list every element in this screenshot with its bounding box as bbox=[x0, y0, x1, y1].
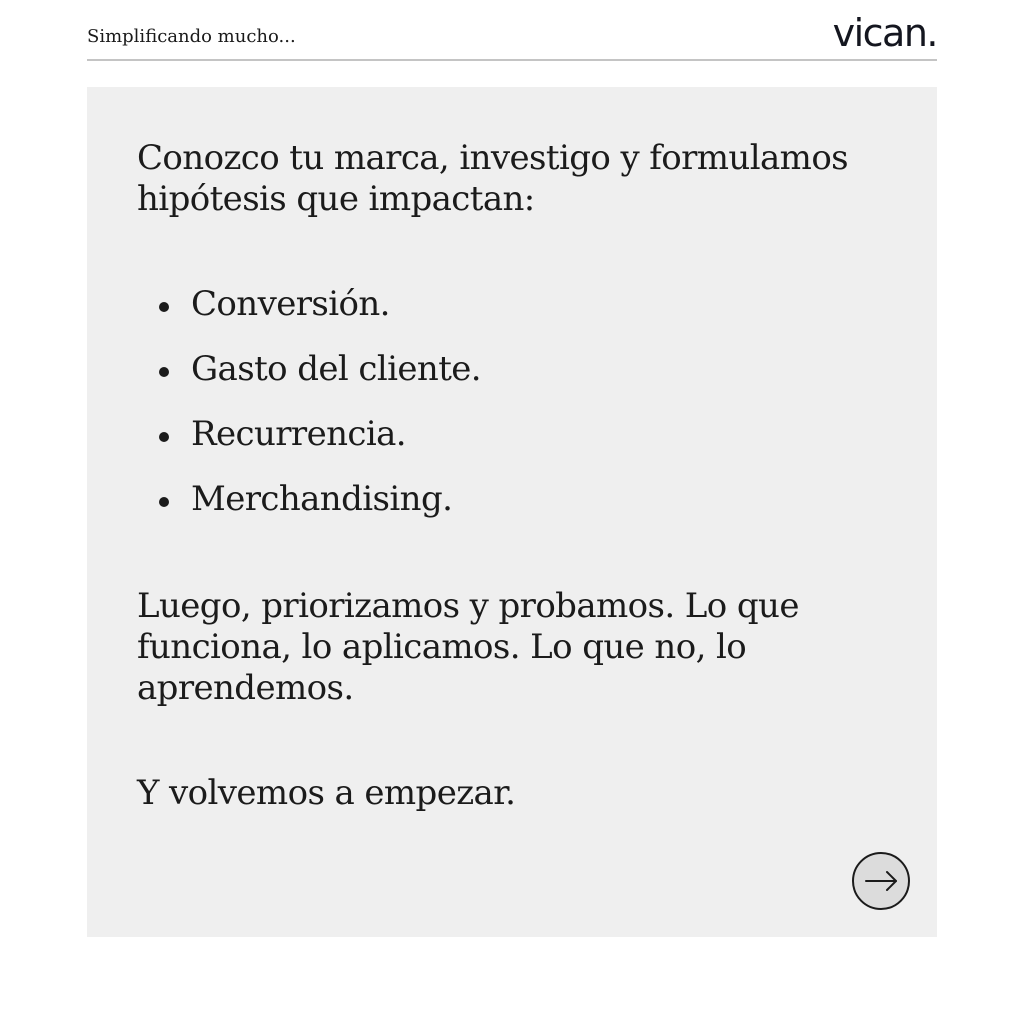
intro-line: hipótesis que impactan: bbox=[137, 179, 535, 219]
list-item-label: Recurrencia. bbox=[191, 414, 406, 454]
list-item-label: Conversión. bbox=[191, 284, 390, 324]
list-item bbox=[137, 479, 481, 544]
content-card bbox=[87, 87, 937, 937]
bullet-dot-icon bbox=[159, 302, 169, 312]
list-item bbox=[137, 414, 481, 479]
process-line: funciona, lo aplicamos. Lo que no, lo bbox=[137, 627, 747, 667]
process-paragraph bbox=[137, 586, 799, 709]
process-line: aprendemos. bbox=[137, 668, 354, 708]
bullet-dot-icon bbox=[159, 432, 169, 442]
bullet-dot-icon bbox=[159, 367, 169, 377]
next-slide-button[interactable] bbox=[852, 852, 910, 910]
header bbox=[87, 0, 937, 61]
brand-logo[interactable]: vican. bbox=[832, 11, 937, 55]
arrow-right-icon bbox=[865, 868, 898, 894]
intro-paragraph bbox=[137, 138, 848, 220]
bullet-dot-icon bbox=[159, 497, 169, 507]
intro-line: Conozco tu marca, investigo y formulamos bbox=[137, 138, 849, 178]
header-title: Simplificando mucho... bbox=[87, 26, 296, 47]
list-item-label: Merchandising. bbox=[191, 479, 453, 519]
list-item-label: Gasto del cliente. bbox=[191, 349, 481, 389]
process-line: Luego, priorizamos y probamos. Lo que bbox=[137, 586, 799, 626]
benefits-list bbox=[137, 284, 481, 544]
list-item bbox=[137, 284, 481, 349]
closing-paragraph: Y volvemos a empezar. bbox=[137, 773, 516, 813]
list-item bbox=[137, 349, 481, 414]
